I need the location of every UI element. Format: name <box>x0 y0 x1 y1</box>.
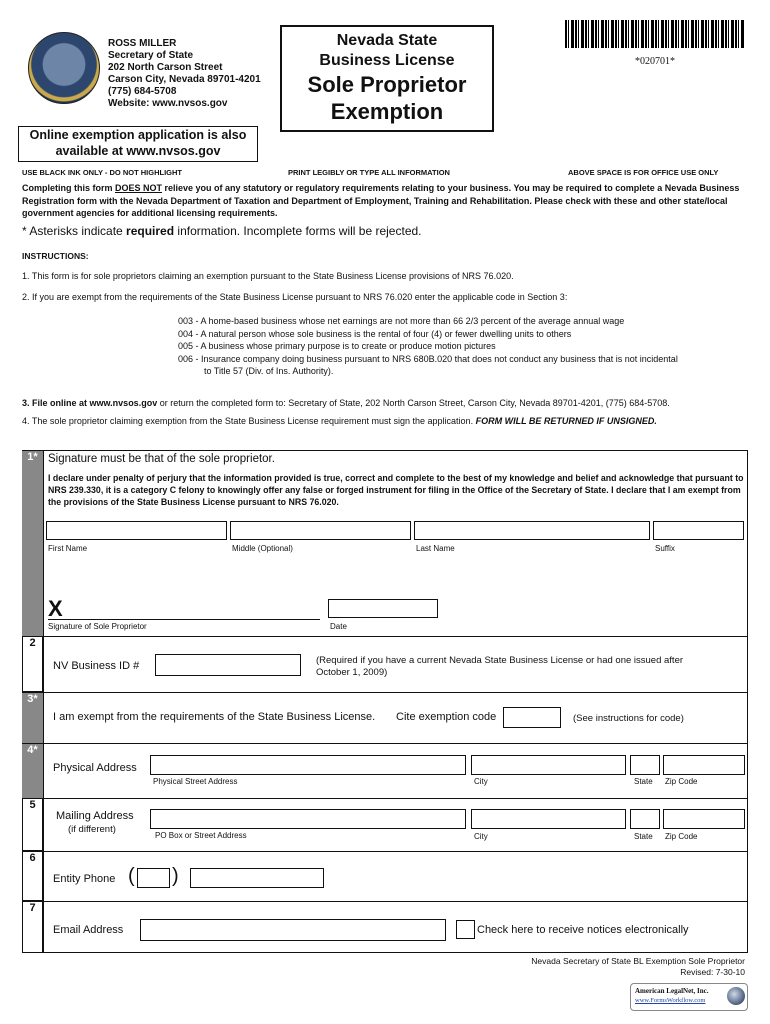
mailing-state-input[interactable] <box>630 809 660 829</box>
title-line: Exemption <box>330 99 444 124</box>
mailing-city-input[interactable] <box>471 809 626 829</box>
mailing-zip-input[interactable] <box>663 809 745 829</box>
cite-code-label: Cite exemption code <box>396 711 497 723</box>
section-number: 3* <box>27 693 38 705</box>
section-number: 5 <box>29 799 36 811</box>
mailing-city-label: City <box>474 832 488 841</box>
physical-street-label: Physical Street Address <box>153 777 238 786</box>
exemption-code: 003 - A home-based business whose net earnings are not more than 66 2/3 percent of the average annual wage <box>178 316 625 326</box>
legalnet-link[interactable]: www.FormsWorkflow.com <box>635 997 706 1004</box>
agency-line: 202 North Carson Street <box>108 62 223 73</box>
section-4-number <box>22 744 43 798</box>
asterisk-required: required <box>126 224 175 238</box>
globe-icon <box>727 987 745 1005</box>
business-id-label: NV Business ID # <box>53 660 140 672</box>
area-code-close-paren: ) <box>172 865 179 887</box>
exemption-code-input[interactable] <box>503 707 561 728</box>
intro-text: relieve you of any statutory or regulatory requirements relating to your business. You may be required to complete a Nevada Business Registration form with the Nevada Department of Taxation and Department of Employment, Training and Rehabilitation. Please check with these and other state/local government agencies for additional licensing requirements. <box>22 183 740 218</box>
signature-x-mark: X <box>48 596 63 621</box>
business-id-note: (Required if you have a current Nevada State Business License or had one issued after October 1, 2009) <box>316 655 684 678</box>
section-divider <box>22 692 748 693</box>
section-number: 4* <box>27 744 38 756</box>
suffix-label: Suffix <box>655 544 675 553</box>
exemption-code-list <box>178 315 678 378</box>
intro-emphasis: DOES NOT <box>115 183 163 193</box>
nevada-state-seal <box>28 32 100 104</box>
asterisk-text: information. Incomplete forms will be rejected. <box>174 224 422 238</box>
section-6-number <box>22 851 43 901</box>
date-label: Date <box>330 622 347 631</box>
agency-address-block <box>108 38 261 110</box>
section-1-heading: Signature must be that of the sole proprietor. <box>48 453 275 465</box>
title-line: Sole Proprietor <box>307 72 467 97</box>
footer-revised: Revised: 7-30-10 <box>680 967 745 977</box>
entity-phone-label: Entity Phone <box>53 873 116 885</box>
form-number: *020701* <box>635 56 675 67</box>
section-divider <box>22 901 748 902</box>
exemption-code: to Title 57 (Div. of Ins. Authority). <box>204 366 334 376</box>
section-divider <box>22 636 748 637</box>
section-number: 2 <box>29 637 36 649</box>
print-notice: PRINT LEGIBLY OR TYPE ALL INFORMATION <box>288 168 450 177</box>
exemption-code: 005 - A business whose primary purpose is to create or produce motion pictures <box>178 341 496 351</box>
exemption-code: 006 - Insurance company doing business pursuant to NRS 680B.020 that does not conduct any business that is not incidental <box>178 353 678 364</box>
exemption-code: 004 - A natural person whose sole business is the rental of four (4) or fewer dwelling units to others <box>178 328 572 339</box>
instruction-4-text: 4. The sole proprietor claiming exemption from the State Business License requirement must sign the application. <box>22 416 476 426</box>
legalnet-badge <box>630 983 748 1011</box>
instruction-3 <box>22 397 670 409</box>
email-label: Email Address <box>53 924 124 936</box>
physical-city-input[interactable] <box>471 755 626 775</box>
mailing-if-different: (if different) <box>68 824 116 835</box>
instructions-heading: INSTRUCTIONS: <box>22 251 89 261</box>
suffix-input[interactable] <box>653 521 744 540</box>
first-name-input[interactable] <box>46 521 227 540</box>
agency-line: (775) 684-5708 <box>108 86 177 97</box>
area-code-open-paren: ( <box>128 865 135 887</box>
title-line: Business License <box>319 52 455 69</box>
mailing-state-label: State <box>634 832 653 841</box>
physical-street-input[interactable] <box>150 755 466 775</box>
ink-notice: USE BLACK INK ONLY - DO NOT HIGHLIGHT <box>22 168 183 177</box>
physical-city-label: City <box>474 777 488 786</box>
instruction-3-text: or return the completed form to: Secretary of State, 202 North Carson Street, Carson City, Nevada 89701-4201, (775) 684-5708. <box>157 398 670 408</box>
instruction-4 <box>22 415 657 427</box>
agency-line: Website: www.nvsos.gov <box>108 98 228 109</box>
perjury-declaration: I declare under penalty of perjury that the information provided is true, correct and complete to the best of my knowledge and belief and acknowledge that pursuant to NRS 239.330, it is a category C felony to knowingly offer any false or forged instrument for filing in the Office of the Secretary of State. I declare that I am exempt from the provisions of the State Business License pursuant to NRS 76.020. <box>48 473 744 507</box>
intro-paragraph <box>22 182 748 220</box>
last-name-label: Last Name <box>416 544 455 553</box>
legalnet-name: American LegalNet, Inc. <box>635 987 709 995</box>
section-number: 7 <box>29 902 36 914</box>
physical-state-input[interactable] <box>630 755 660 775</box>
section-divider <box>22 798 748 799</box>
title-line: Nevada State <box>336 32 438 49</box>
date-input[interactable] <box>328 599 438 618</box>
middle-name-label: Middle (Optional) <box>232 544 293 553</box>
form-footer <box>531 956 745 978</box>
section-2-number <box>22 636 43 692</box>
section-number-divider <box>43 450 44 953</box>
section-divider <box>22 743 748 744</box>
section-7-number <box>22 901 43 953</box>
instruction-2: 2. If you are exempt from the requirements of the State Business License pursuant to NRS 76.020 enter the applicable code in Section 3: <box>22 292 568 302</box>
instruction-1: 1. This form is for sole proprietors claiming an exemption pursuant to the State Business License provisions of NRS 76.020. <box>22 271 514 281</box>
physical-address-label: Physical Address <box>53 762 137 774</box>
signature-label: Signature of Sole Proprietor <box>48 622 147 631</box>
exemption-statement: I am exempt from the requirements of the State Business License. <box>53 711 376 723</box>
section-number: 1* <box>27 451 38 463</box>
section-divider <box>22 851 748 852</box>
mailing-pobox-label: PO Box or Street Address <box>155 831 247 840</box>
office-notice: ABOVE SPACE IS FOR OFFICE USE ONLY <box>568 168 719 177</box>
form-title-box <box>280 25 494 132</box>
physical-zip-input[interactable] <box>663 755 745 775</box>
asterisk-note <box>22 224 422 238</box>
section-5-number <box>22 798 43 851</box>
online-notice: Online exemption application is also available at www.nvsos.gov <box>18 126 258 162</box>
agency-line: Carson City, Nevada 89701-4201 <box>108 74 261 85</box>
agency-line: ROSS MILLER <box>108 38 177 49</box>
first-name-label: First Name <box>48 544 88 553</box>
agency-line: Secretary of State <box>108 50 194 61</box>
electronic-notices-checkbox[interactable] <box>456 920 475 939</box>
email-input[interactable] <box>140 919 446 941</box>
physical-state-label: State <box>634 777 653 786</box>
unsigned-warning: FORM WILL BE RETURNED IF UNSIGNED. <box>475 416 657 426</box>
area-code-input[interactable] <box>137 868 170 888</box>
instruction-3-bold: 3. File online at www.nvsos.gov <box>22 398 158 408</box>
signature-line[interactable] <box>48 619 320 620</box>
asterisk-text: * Asterisks indicate <box>22 224 127 238</box>
middle-name-input[interactable] <box>230 521 411 540</box>
footer-form-name: Nevada Secretary of State BL Exemption Sole Proprietor <box>531 956 745 966</box>
intro-text: Completing this form <box>22 183 115 193</box>
electronic-notices-label: Check here to receive notices electronically <box>477 924 689 936</box>
business-id-input[interactable] <box>155 654 301 676</box>
barcode <box>565 20 745 48</box>
see-instructions-note: (See instructions for code) <box>573 713 684 724</box>
section-1-number <box>22 451 43 636</box>
mailing-address-label: Mailing Address <box>56 810 134 822</box>
section-3-number <box>22 693 43 743</box>
phone-number-input[interactable] <box>190 868 324 888</box>
mailing-street-input[interactable] <box>150 809 466 829</box>
mailing-zip-label: Zip Code <box>665 832 698 841</box>
section-number: 6 <box>29 852 36 864</box>
physical-zip-label: Zip Code <box>665 777 698 786</box>
last-name-input[interactable] <box>414 521 650 540</box>
